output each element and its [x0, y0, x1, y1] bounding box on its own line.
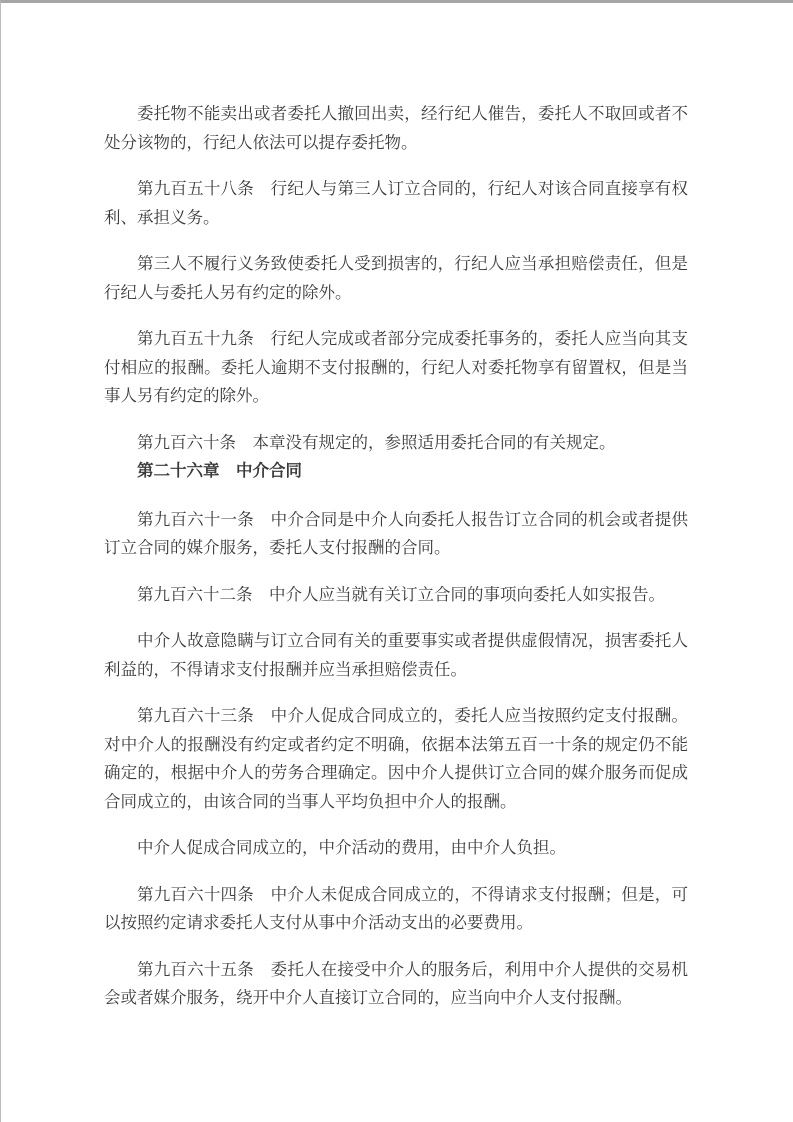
legal-paragraph: 中介人故意隐瞒与订立合同有关的重要事实或者提供虚假情况，损害委托人利益的，不得请求支付报酬并应当承担赔偿责任。	[104, 631, 688, 679]
legal-paragraph: 中介人促成合同成立的，中介活动的费用，由中介人负担。	[137, 838, 566, 857]
legal-paragraph: 委托物不能卖出或者委托人撤回出卖，经行纪人催告，委托人不取回或者不处分该物的，行纪人依法可以提存委托物。	[104, 104, 688, 152]
legal-paragraph-article-959: 第九百五十九条 行纪人完成或者部分完成委托事务的，委托人应当向其支付相应的报酬。委托人逾期不支付报酬的，行纪人对委托物享有留置权，但是当事人另有约定的除外。	[104, 329, 688, 405]
legal-paragraph-article-965: 第九百六十五条 委托人在接受中介人的服务后，利用中介人提供的交易机会或者媒介服务，绕开中介人直接订立合同的，应当向中介人支付报酬。	[104, 959, 688, 1007]
legal-paragraph-article-964: 第九百六十四条 中介人未促成合同成立的，不得请求支付报酬；但是，可以按照约定请求委托人支付从事中介活动支出的必要费用。	[104, 884, 688, 932]
legal-paragraph: 第三人不履行义务致使委托人受到损害的，行纪人应当承担赔偿责任，但是行纪人与委托人另有约定的除外。	[104, 254, 688, 302]
legal-paragraph-article-958: 第九百五十八条 行纪人与第三人订立合同的，行纪人对该合同直接享有权利、承担义务。	[104, 179, 688, 227]
chapter-heading: 第二十六章 中介合同	[137, 461, 302, 480]
legal-paragraph-article-963: 第九百六十三条 中介人促成合同成立的，委托人应当按照约定支付报酬。对中介人的报酬没有约定或者约定不明确，依据本法第五百一十条的规定仍不能确定的，根据中介人的劳务合理确定。因中介人提供订立合同的媒介服务而促成合同成立的，由该合同的当事人平均负担中介人的报酬。	[104, 706, 688, 811]
legal-paragraph-article-961: 第九百六十一条 中介合同是中介人向委托人报告订立合同的机会或者提供订立合同的媒介服务，委托人支付报酬的合同。	[104, 509, 688, 557]
legal-paragraph-article-960: 第九百六十条 本章没有规定的，参照适用委托合同的有关规定。	[137, 432, 616, 452]
legal-paragraph-article-962: 第九百六十二条 中介人应当就有关订立合同的事项向委托人如实报告。	[137, 584, 665, 604]
